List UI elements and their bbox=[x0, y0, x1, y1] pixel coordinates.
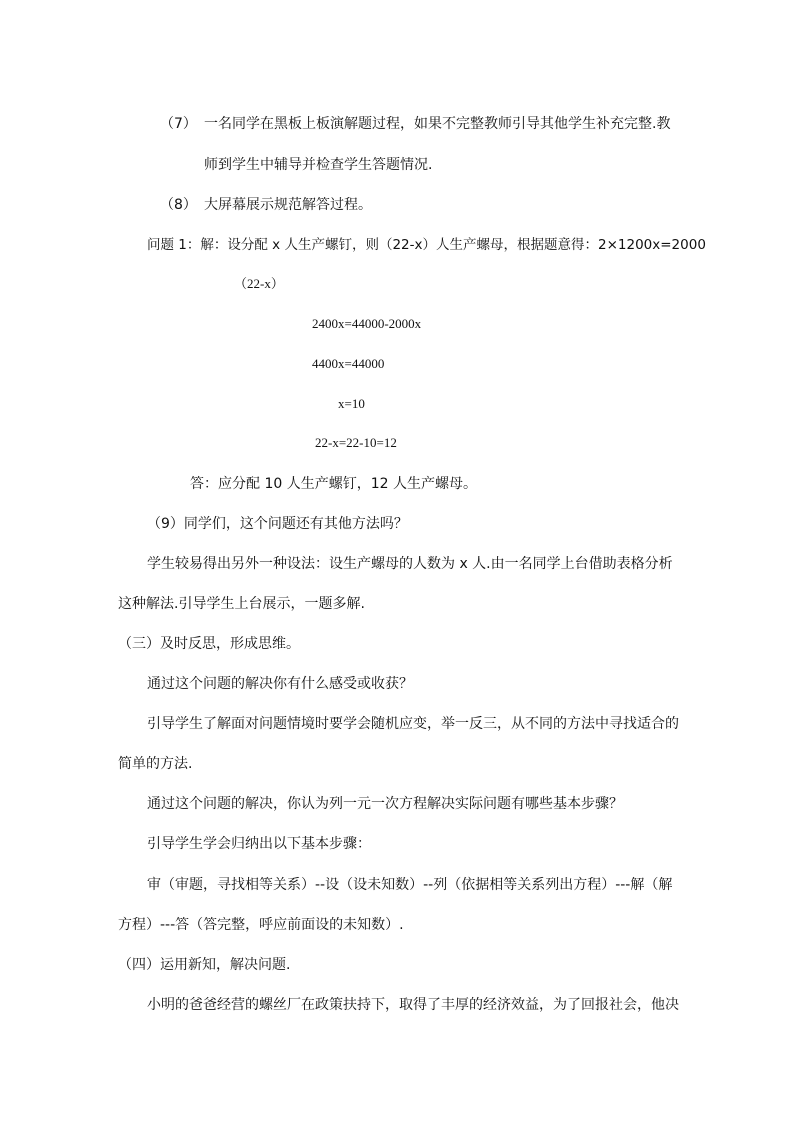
step-7-line-1: 一名同学在黑板上板演解题过程，如果不完整教师引导其他学生补充完整.教 bbox=[204, 116, 671, 132]
section-heading-4: （四）运用新知，解决问题. bbox=[118, 957, 291, 973]
method-paragraph-line-2: 这种解法.引导学生上台展示，一题多解. bbox=[118, 596, 365, 612]
question-9: （9）同学们，这个问题还有其他方法吗？ bbox=[147, 516, 408, 532]
method-paragraph-line-1: 学生较易得出另外一种设法：设生产螺母的人数为 x 人.由一名同学上台借助表格分析 bbox=[147, 556, 673, 572]
final-paragraph-line-1: 小明的爸爸经营的螺丝厂在政策扶持下，取得了丰厚的经济效益，为了回报社会，他决 bbox=[147, 997, 679, 1013]
steps-line-1: 审（审题，寻找相等关系）--设（设未知数）--列（依据相等关系列出方程）---解（解 bbox=[147, 877, 673, 893]
equation-line-4: 22-x=22-10=12 bbox=[315, 435, 397, 450]
step-number-7: （7） bbox=[160, 116, 197, 132]
solution-intro: 问题 1：解：设分配 x 人生产螺钉，则（22-x）人生产螺母，根据题意得：2×1200x=2000 bbox=[147, 237, 706, 253]
steps-line-2: 方程）---答（答完整，呼应前面设的未知数）. bbox=[118, 917, 404, 933]
reflection-answer-line-1: 引导学生了解面对问题情境时要学会随机应变，举一反三，从不同的方法中寻找适合的 bbox=[147, 716, 679, 732]
step-7-line-2: 师到学生中辅导并检查学生答题情况. bbox=[204, 157, 433, 173]
step-8-line-1: 大屏幕展示规范解答过程。 bbox=[204, 197, 372, 213]
equation-line-3: x=10 bbox=[338, 396, 365, 411]
equation-line-1: 2400x=44000-2000x bbox=[312, 316, 422, 331]
solution-answer: 答：应分配 10 人生产螺钉，12 人生产螺母。 bbox=[190, 476, 477, 492]
reflection-question: 通过这个问题的解决你有什么感受或收获？ bbox=[147, 676, 413, 692]
steps-lead: 引导学生学会归纳出以下基本步骤： bbox=[147, 836, 371, 852]
section-heading-3: （三）及时反思，形成思维。 bbox=[118, 636, 300, 652]
steps-question: 通过这个问题的解决，你认为列一元一次方程解决实际问题有哪些基本步骤？ bbox=[147, 796, 623, 812]
equation-line-2: 4400x=44000 bbox=[312, 356, 385, 371]
step-number-8: （8） bbox=[160, 197, 197, 213]
solution-intro-continued: （22-x） bbox=[234, 276, 284, 291]
reflection-answer-line-2: 简单的方法. bbox=[118, 756, 193, 772]
